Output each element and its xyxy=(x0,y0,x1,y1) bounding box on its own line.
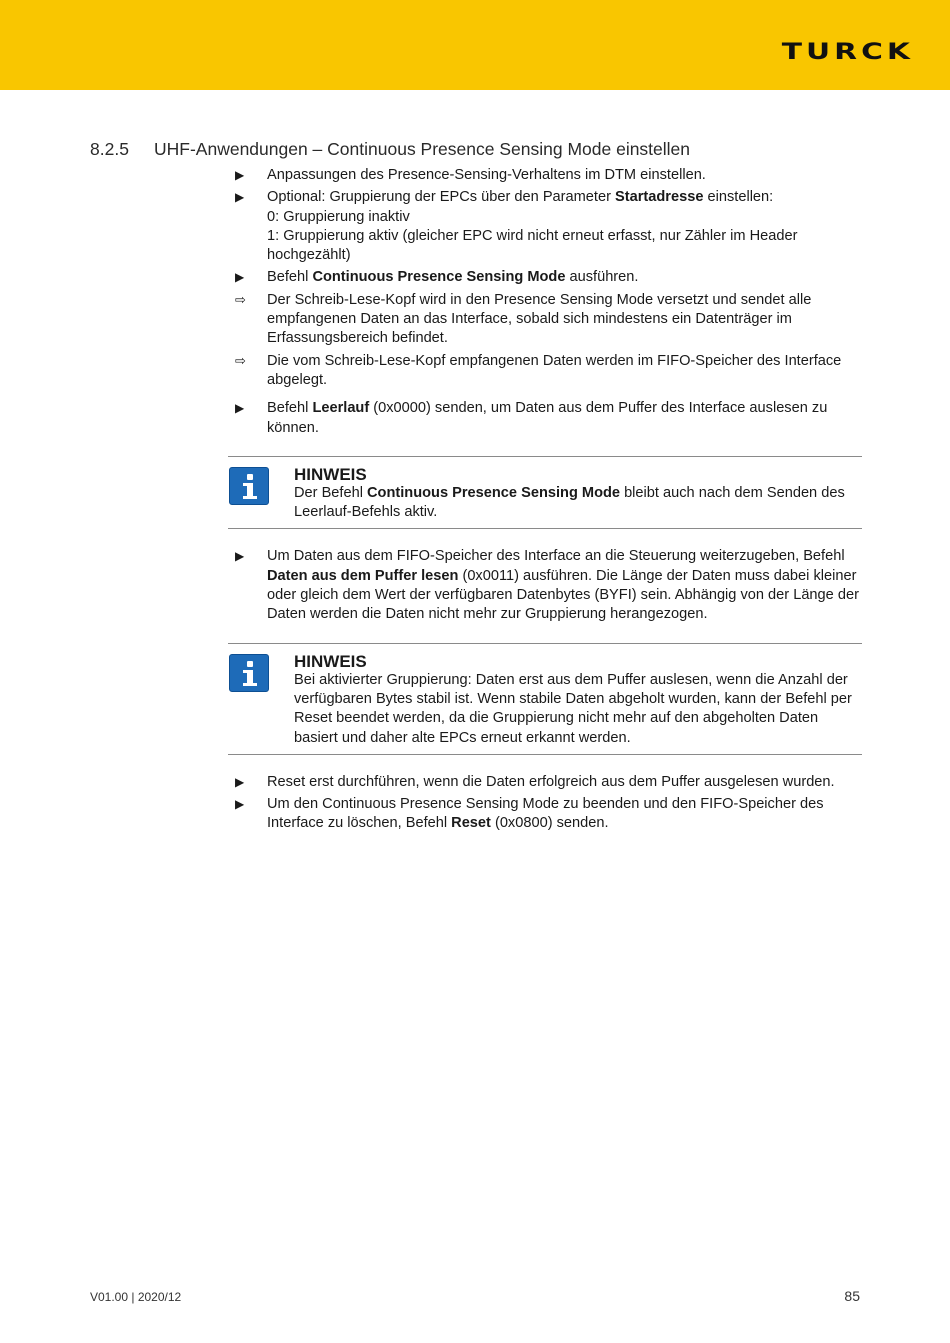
note-title: HINWEIS xyxy=(294,464,367,484)
main-content xyxy=(232,166,862,837)
note-text: Bei aktivierter Gruppierung: Daten erst aus dem Puffer auslesen, wenn die Anzahl der verfügbaren Bytes stabil ist. Wenn stabile Daten abgeholt wurden, kann der Befehl per Reset beendet werden, da die Gruppierung nicht mehr auf den abgeholten Daten basiert und daher alte EPCs erneut erkannt werden. xyxy=(294,671,852,746)
action-arrow-icon: ▶ xyxy=(235,401,245,416)
action-arrow-icon: ▶ xyxy=(235,270,245,285)
result-step: ⇨ Die vom Schreib-Lese-Kopf empfangenen Daten werden im FIFO-Speicher des Interface abgelegt. xyxy=(235,352,842,388)
result-arrow-icon: ⇨ xyxy=(235,352,246,368)
action-step: ▶ Um Daten aus dem FIFO-Speicher des Interface an die Steuerung weiterzugeben, Befehl Daten aus dem Puffer lesen (0x0011) ausführen. Die Länge der Daten muss dabei kleiner oder gleich dem Wert der verfügbaren Datenbytes (BYFI) sein. Abhängig von der Länge der Daten werden die Daten nicht mehr zur Gruppierung herangezogen. xyxy=(235,548,859,623)
turck-logo: TURCK xyxy=(781,40,914,65)
section-number: 8.2.5 xyxy=(90,139,129,159)
section-title: UHF-Anwendungen – Continuous Presence Sensing Mode einstellen xyxy=(154,139,691,159)
info-icon xyxy=(229,467,269,505)
result-arrow-icon: ⇨ xyxy=(235,291,246,307)
footer-version: V01.00 | 2020/12 xyxy=(90,1290,182,1304)
action-step: ▶ Befehl Continuous Presence Sensing Mode ausführen. xyxy=(232,268,862,287)
action-arrow-icon: ▶ xyxy=(235,549,245,564)
page-number: 85 xyxy=(844,1288,860,1304)
action-step: ▶ Optional: Gruppierung der EPCs über den Parameter Startadresse einstellen: 0: Gruppierung inaktiv 1: Gruppierung aktiv (gleicher EPC wird nicht erneut erfasst, nur Zähler im Header hochgezählt) xyxy=(235,189,798,264)
action-step: ▶ Befehl Leerlauf (0x0000) senden, um Daten aus dem Puffer des Interface auslesen zu können. xyxy=(235,400,828,436)
note-text: Der Befehl Continuous Presence Sensing Mode bleibt auch nach dem Senden des Leerlauf-Befehls aktiv. xyxy=(294,484,845,521)
action-arrow-icon: ▶ xyxy=(235,797,245,812)
action-arrow-icon: ▶ xyxy=(235,168,245,182)
note-box xyxy=(228,456,862,530)
info-icon xyxy=(229,654,269,692)
action-arrow-icon: ▶ xyxy=(235,774,245,789)
note-box xyxy=(228,643,862,755)
action-arrow-icon: ▶ xyxy=(235,190,245,205)
section-heading xyxy=(90,139,690,160)
action-step: ▶ Anpassungen des Presence-Sensing-Verhaltens im DTM einstellen. xyxy=(232,166,862,185)
note-title: HINWEIS xyxy=(294,651,367,671)
action-step: ▶ Reset erst durchführen, wenn die Daten erfolgreich aus dem Puffer ausgelesen wurden. xyxy=(232,773,862,792)
action-step: ▶ Um den Continuous Presence Sensing Mode zu beenden und den FIFO-Speicher des Interface zu löschen, Befehl Reset (0x0800) senden. xyxy=(235,796,824,832)
result-step: ⇨ Der Schreib-Lese-Kopf wird in den Presence Sensing Mode versetzt und sendet alle empfangenen Daten an das Interface, sobald sich mindestens ein Datenträger im Erfassungsbereich befindet. xyxy=(235,291,812,347)
